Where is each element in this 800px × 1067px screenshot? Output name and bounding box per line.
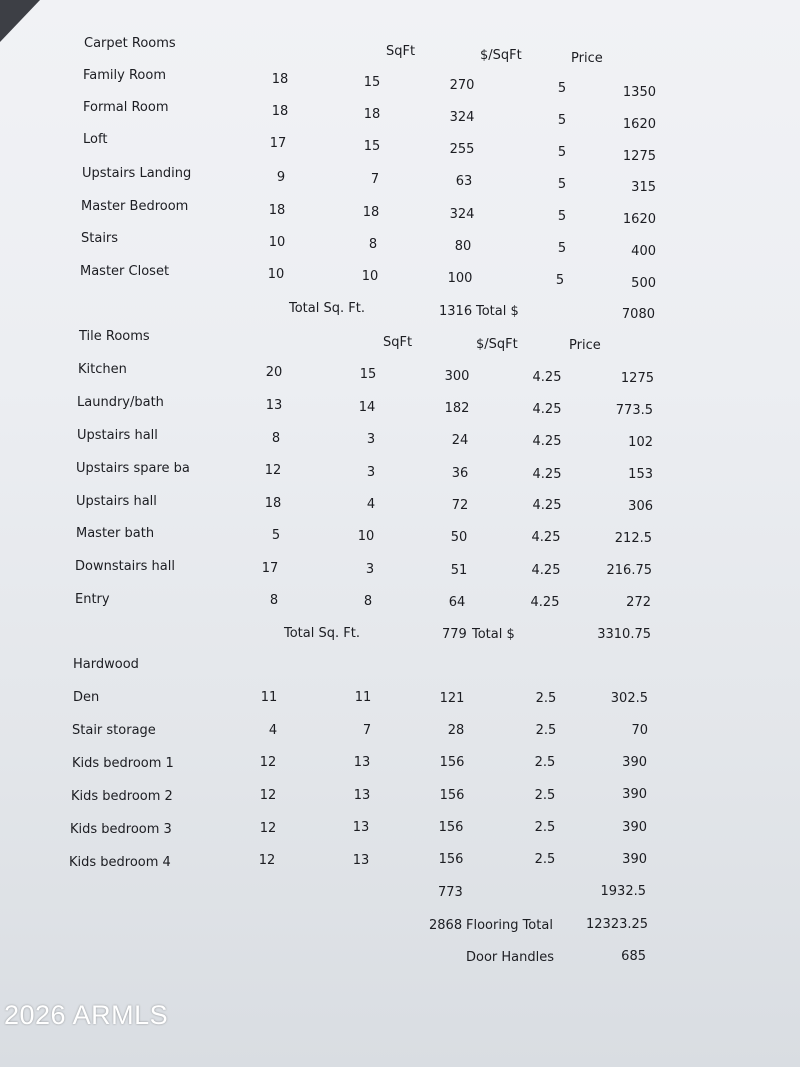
room-price: 1620	[622, 212, 656, 227]
room-length: 12	[259, 788, 277, 803]
room-rate: 2.5	[534, 755, 556, 770]
room-price: 315	[631, 180, 656, 195]
room-sqft: 270	[449, 78, 475, 93]
room-length: 8	[269, 593, 279, 608]
room-price: 1350	[622, 85, 656, 100]
room-length: 18	[264, 496, 282, 511]
tile-header-rate: $/SqFt	[476, 337, 518, 352]
room-length: 12	[258, 853, 276, 868]
room-price: 306	[628, 499, 653, 514]
room-price: 102	[628, 435, 653, 450]
room-rate: 2.5	[535, 691, 557, 706]
room-length: 20	[265, 365, 283, 380]
carpet-total-sqft-label: Total Sq. Ft.	[289, 301, 365, 316]
door-handles-label: Door Handles	[466, 950, 555, 965]
room-rate: 5	[557, 209, 567, 224]
room-price: 302.5	[610, 691, 648, 706]
room-rate: 5	[555, 273, 565, 288]
carpet-section-title: Carpet Rooms	[84, 36, 176, 51]
room-width: 13	[353, 755, 371, 770]
room-name: Upstairs hall	[76, 494, 157, 509]
room-sqft: 100	[447, 271, 473, 286]
room-price: 1275	[620, 371, 654, 386]
room-width: 10	[357, 529, 375, 544]
room-name: Master Closet	[80, 264, 170, 279]
room-sqft: 64	[448, 595, 466, 610]
room-name: Upstairs spare ba	[76, 461, 190, 476]
tile-header-price: Price	[569, 338, 601, 353]
room-width: 7	[370, 172, 380, 187]
room-width: 13	[353, 788, 371, 803]
room-rate: 4.25	[532, 467, 562, 482]
watermark: 2026 ARMLS	[4, 1000, 169, 1030]
door-handles-price: 685	[621, 949, 646, 964]
room-length: 8	[271, 431, 281, 446]
room-sqft: 28	[447, 723, 465, 738]
room-width: 18	[362, 205, 380, 220]
carpet-header-rate: $/SqFt	[480, 48, 522, 63]
room-width: 3	[365, 562, 375, 577]
carpet-header-price: Price	[571, 51, 603, 66]
room-rate: 4.25	[531, 530, 561, 545]
room-name: Upstairs Landing	[82, 166, 192, 181]
room-sqft: 300	[444, 369, 470, 384]
room-name: Kids bedroom 3	[70, 822, 172, 837]
tile-header-sqft: SqFt	[383, 335, 413, 350]
room-sqft: 156	[438, 820, 464, 835]
room-length: 18	[268, 203, 286, 218]
page-corner-shadow	[0, 0, 40, 42]
room-length: 18	[271, 72, 289, 87]
room-width: 8	[368, 237, 378, 252]
room-name: Stairs	[81, 231, 119, 246]
room-name: Kids bedroom 2	[71, 789, 173, 804]
room-name: Formal Room	[83, 100, 169, 115]
room-price: 212.5	[614, 531, 652, 546]
room-width: 13	[352, 853, 370, 868]
room-name: Stair storage	[72, 723, 156, 738]
carpet-total-sqft: 1316	[439, 304, 473, 319]
room-sqft: 156	[438, 852, 464, 867]
room-length: 12	[259, 821, 277, 836]
room-rate: 5	[557, 177, 567, 192]
hardwood-total-sqft: 773	[438, 885, 463, 900]
room-price: 1620	[622, 117, 656, 132]
room-name: Entry	[75, 592, 110, 607]
room-width: 3	[366, 465, 376, 480]
room-width: 15	[363, 75, 381, 90]
flooring-total-label: Flooring Total	[466, 918, 553, 933]
room-price: 1275	[622, 149, 656, 164]
room-sqft: 63	[455, 174, 473, 189]
room-length: 4	[268, 723, 278, 738]
room-length: 12	[259, 755, 277, 770]
room-rate: 5	[557, 81, 567, 96]
room-name: Kids bedroom 4	[69, 855, 171, 870]
room-sqft: 36	[451, 466, 469, 481]
room-price: 272	[626, 595, 651, 610]
room-length: 17	[269, 136, 287, 151]
room-price: 500	[631, 276, 656, 291]
room-rate: 2.5	[534, 852, 556, 867]
room-name: Upstairs hall	[77, 428, 158, 443]
room-price: 400	[631, 244, 656, 259]
room-rate: 4.25	[532, 370, 562, 385]
carpet-header-sqft: SqFt	[386, 44, 416, 59]
room-rate: 5	[557, 241, 567, 256]
room-price: 70	[631, 723, 648, 738]
room-width: 11	[354, 690, 372, 705]
room-rate: 2.5	[535, 723, 557, 738]
room-price: 390	[622, 852, 647, 867]
room-length: 12	[264, 463, 282, 478]
room-rate: 2.5	[534, 820, 556, 835]
room-width: 13	[352, 820, 370, 835]
room-length: 10	[267, 267, 285, 282]
room-price: 390	[622, 755, 647, 770]
room-sqft: 324	[449, 110, 475, 125]
tile-total-sqft: 779	[442, 627, 467, 642]
room-width: 3	[366, 432, 376, 447]
room-price: 216.75	[606, 563, 652, 578]
room-width: 8	[363, 594, 373, 609]
room-length: 10	[268, 235, 286, 250]
room-name: Master bath	[76, 526, 155, 541]
room-name: Family Room	[83, 68, 166, 83]
room-rate: 5	[557, 113, 567, 128]
room-sqft: 121	[439, 691, 465, 706]
tile-total-price-label: Total $	[472, 627, 515, 642]
room-name: Loft	[83, 132, 108, 147]
room-width: 15	[363, 139, 381, 154]
room-width: 15	[359, 367, 377, 382]
room-length: 13	[265, 398, 283, 413]
room-sqft: 156	[439, 755, 465, 770]
hardwood-section-title: Hardwood	[73, 657, 139, 672]
carpet-total-price: 7080	[621, 307, 655, 322]
hardwood-total-price: 1932.5	[600, 884, 646, 899]
room-sqft: 72	[451, 498, 469, 513]
flooring-total-sqft: 2868	[429, 918, 463, 933]
room-rate: 4.25	[531, 563, 561, 578]
room-name: Laundry/bath	[77, 395, 164, 410]
flooring-total-price: 12323.25	[586, 917, 649, 932]
room-sqft: 80	[454, 239, 472, 254]
room-name: Master Bedroom	[81, 199, 189, 214]
room-sqft: 24	[451, 433, 469, 448]
room-price: 773.5	[615, 403, 653, 418]
room-sqft: 182	[444, 401, 470, 416]
room-name: Kids bedroom 1	[72, 756, 174, 771]
room-rate: 4.25	[532, 402, 562, 417]
room-width: 4	[366, 497, 376, 512]
tile-section-title: Tile Rooms	[79, 329, 150, 344]
room-width: 18	[363, 107, 381, 122]
tile-total-sqft-label: Total Sq. Ft.	[284, 626, 360, 641]
room-length: 18	[271, 104, 289, 119]
room-sqft: 255	[449, 142, 475, 157]
room-rate: 2.5	[534, 788, 556, 803]
room-width: 14	[358, 400, 376, 415]
room-length: 11	[260, 690, 278, 705]
room-length: 17	[261, 561, 279, 576]
room-length: 9	[276, 170, 286, 185]
room-width: 7	[362, 723, 372, 738]
room-price: 153	[628, 467, 653, 482]
room-width: 10	[361, 269, 379, 284]
carpet-total-price-label: Total $	[476, 304, 519, 319]
room-name: Den	[73, 690, 100, 705]
room-sqft: 51	[450, 563, 468, 578]
room-rate: 4.25	[532, 498, 562, 513]
room-length: 5	[271, 528, 281, 543]
room-price: 390	[622, 787, 647, 802]
room-rate: 4.25	[530, 595, 560, 610]
room-sqft: 156	[439, 788, 465, 803]
room-sqft: 50	[450, 530, 468, 545]
room-name: Kitchen	[78, 362, 127, 377]
room-price: 390	[622, 820, 647, 835]
room-rate: 4.25	[532, 434, 562, 449]
room-name: Downstairs hall	[75, 559, 175, 574]
tile-total-price: 3310.75	[597, 627, 651, 642]
room-sqft: 324	[449, 207, 475, 222]
room-rate: 5	[557, 145, 567, 160]
